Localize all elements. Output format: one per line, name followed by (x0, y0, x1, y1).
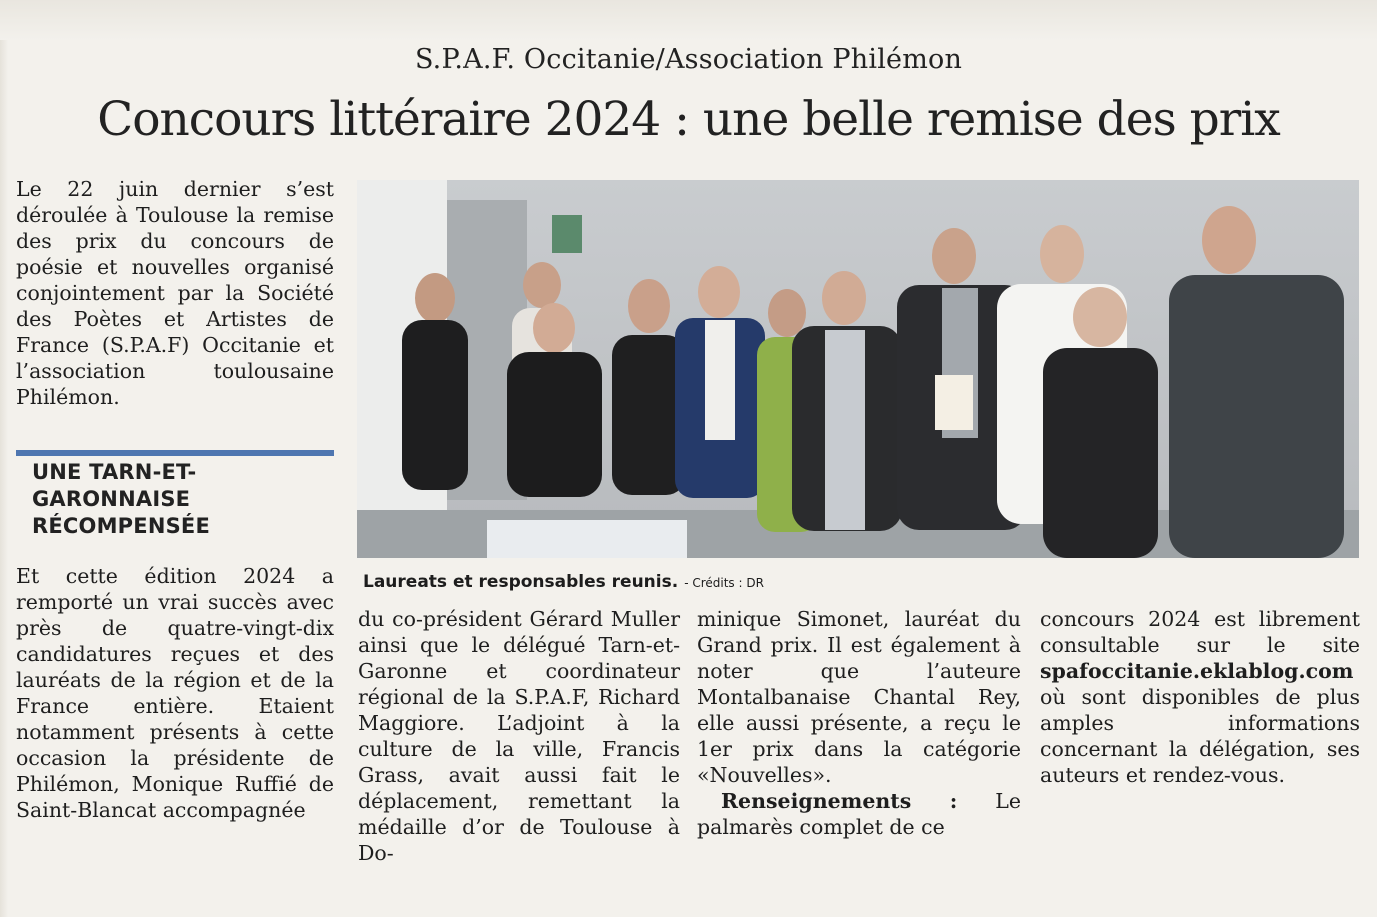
renseignements-text: Le palmarès complet de ce (697, 789, 1021, 839)
section-heading: UNE TARN-ET-GARONNAISE RÉCOMPENSÉE (32, 460, 211, 538)
renseignements-label: Renseignements : (721, 789, 958, 813)
column-2-paragraph: du co-président Gérard Muller ainsi que le délégué Tarn-et-Garonne et coordinateur régional de la S.P.A.F, Richard Maggiore. L’adjoint à la culture de la ville, Francis Grass, avait aussi fait le déplacement, remettant la médaille d’or de Toulouse à Do- (358, 607, 680, 865)
column-4-after: où sont disponibles de plus amples informations concernant la délégation, ses auteurs et rendez-vous. (1040, 685, 1360, 787)
column-4-before: concours 2024 est librement consultable sur le site (1040, 607, 1360, 657)
photo-illustration (357, 180, 1359, 558)
photo-caption (363, 572, 764, 592)
renseignements-paragraph (697, 788, 1021, 840)
page-edge (0, 40, 8, 917)
column-1-paragraph: Et cette édition 2024 a remporté un vrai succès avec près de quatre-vingt-dix candidatures reçues et des lauréats de la région et de la France entière. Etaient notamment présents à cette occasion la présidente de Philémon, Monique Ruffié de Saint-Blancat accompagnée (16, 564, 334, 822)
column-1-text (16, 563, 334, 823)
article-kicker: S.P.A.F. Occitanie/Association Philémon (414, 44, 963, 75)
group-photo (357, 180, 1359, 558)
photo-credit: - Crédits : DR (684, 576, 764, 590)
column-4-text (1040, 606, 1360, 788)
show-through-strip (0, 0, 1377, 40)
article-intro (16, 176, 334, 410)
article-headline: Concours littéraire 2024 : une belle remise des prix (97, 92, 1280, 147)
intro-paragraph: Le 22 juin dernier s’est déroulée à Toulouse la remise des prix du concours de poésie et nouvelles organisé conjointement par la Société des Poètes et Artistes de France (S.P.A.F) Occitanie et l’association toulousaine Philémon. (16, 177, 334, 409)
caption-text: Laureats et responsables reunis. (363, 572, 679, 592)
section-rule (16, 450, 334, 456)
website-link[interactable]: spafoccitanie.eklablog.com (1040, 659, 1354, 683)
column-3-text (697, 606, 1021, 840)
column-4-paragraph (1040, 606, 1360, 788)
column-3-paragraph: minique Simonet, lauréat du Grand prix. Il est également à noter que l’auteure Montalbanaise Chantal Rey, elle aussi présente, a reçu le 1er prix dans la catégorie «Nouvelles». (697, 607, 1021, 787)
column-2-text (358, 606, 680, 866)
